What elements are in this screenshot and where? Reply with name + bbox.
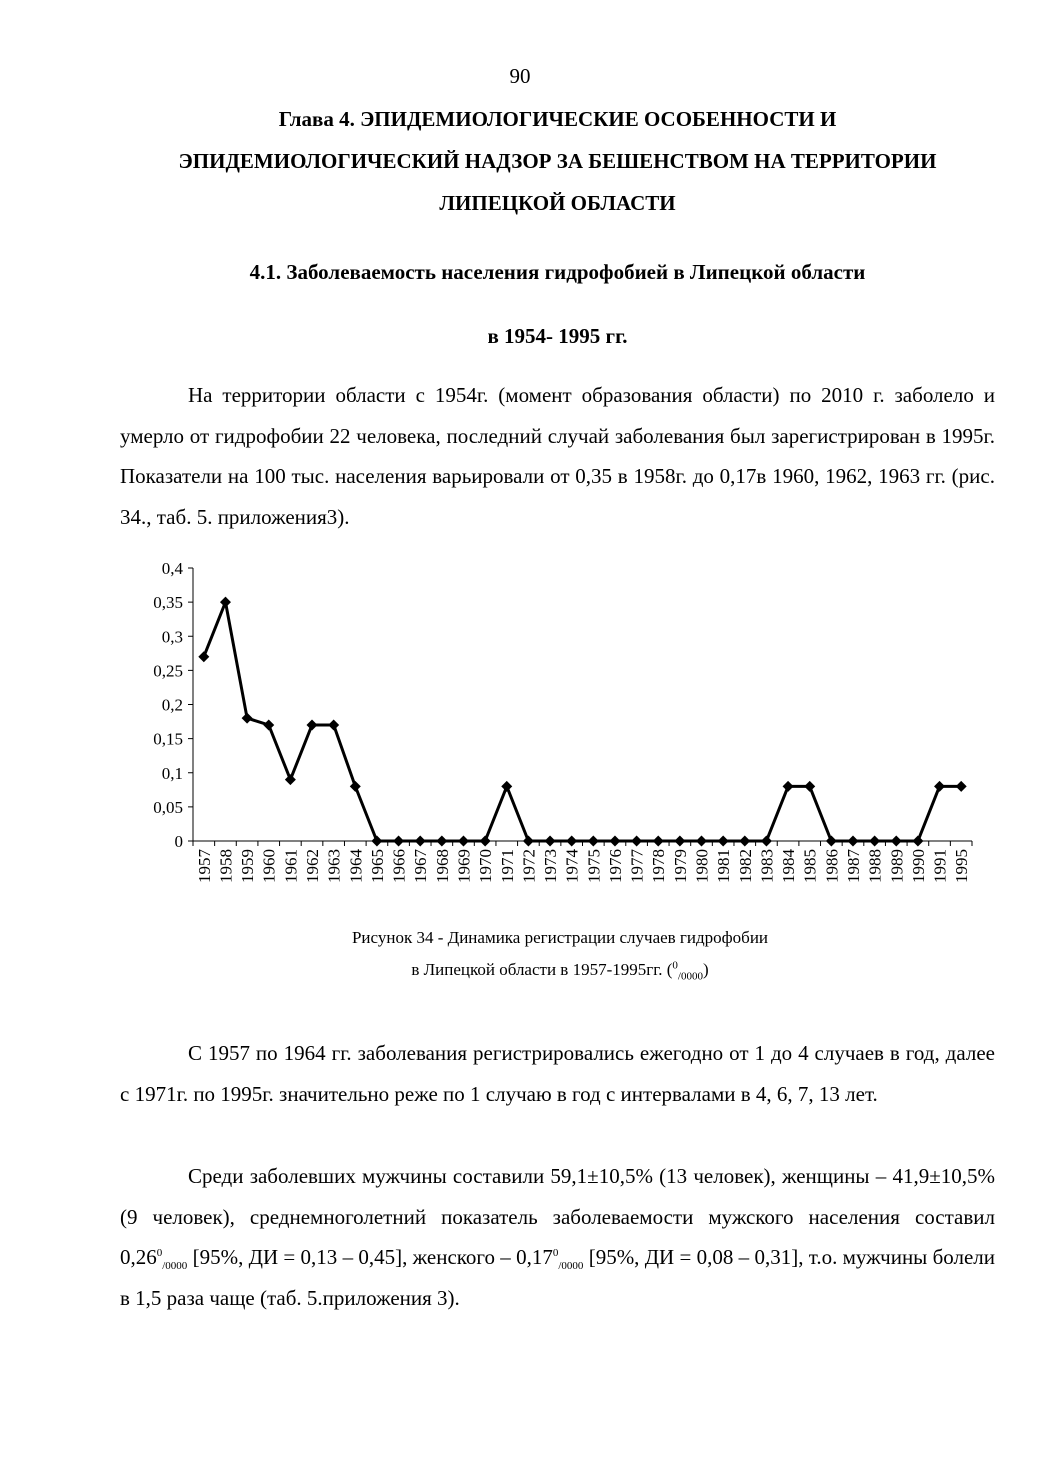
data-point-marker	[263, 719, 274, 730]
x-tick-label: 1974	[562, 849, 582, 883]
x-tick-label: 1978	[649, 849, 669, 883]
page-number: 90	[509, 64, 531, 88]
paragraph-case-dynamics: С 1957 по 1964 гг. заболевания регистрировались ежегодно от 1 до 4 случаев в год, далее с 1971г. по 1995г. значительно реже по 1 случаю в год с интервалами в 4, 6, 7, 13 лет.	[120, 1041, 995, 1106]
data-point-marker	[350, 781, 361, 792]
x-tick-label: 1964	[346, 849, 366, 883]
caption-sub: /0000	[677, 970, 703, 983]
x-tick-label: 1977	[627, 849, 647, 883]
chapter-title: Глава 4. ЭПИДЕМИОЛОГИЧЕСКИЕ ОСОБЕННОСТИ И ЭПИДЕМИОЛОГИЧЕСКИЙ НАДЗОР ЗА БЕШЕНСТВОМ НА ТЕРРИТОРИИ ЛИПЕЦКОЙ ОБЛАСТИ	[178, 107, 937, 215]
data-point-marker	[674, 836, 685, 847]
y-tick-label: 0,25	[153, 661, 183, 681]
data-point-marker	[566, 836, 577, 847]
data-point-marker	[869, 836, 880, 847]
data-point-marker	[826, 836, 837, 847]
y-tick-label: 0,35	[153, 593, 183, 613]
data-point-marker	[415, 836, 426, 847]
x-tick-label: 1968	[432, 849, 452, 883]
x-tick-label: 1962	[303, 849, 323, 883]
data-point-marker	[609, 836, 620, 847]
para3-sup-2: 0	[552, 1247, 559, 1259]
x-tick-label: 1990	[908, 849, 928, 883]
data-point-marker	[631, 836, 642, 847]
y-tick-label: 0,05	[153, 797, 183, 817]
x-tick-label: 1987	[843, 849, 863, 883]
data-point-marker	[523, 836, 534, 847]
data-point-marker	[912, 836, 923, 847]
x-tick-label: 1988	[865, 849, 885, 883]
data-point-marker	[436, 836, 447, 847]
data-point-marker	[393, 836, 404, 847]
data-point-marker	[371, 836, 382, 847]
data-point-marker	[847, 836, 858, 847]
caption-line-1: Рисунок 34 - Динамика регистрации случаев гидрофобии	[351, 928, 769, 947]
x-tick-label: 1989	[887, 849, 907, 883]
data-point-marker	[761, 836, 772, 847]
caption-sup: 0	[672, 959, 678, 972]
y-tick-label: 0,4	[161, 559, 183, 578]
data-point-marker	[198, 651, 209, 662]
x-tick-label: 1985	[800, 849, 820, 883]
data-point-marker	[891, 836, 902, 847]
data-point-marker	[696, 836, 707, 847]
data-point-marker	[545, 836, 556, 847]
x-tick-label: 1966	[389, 849, 409, 883]
x-tick-label: 1969	[454, 849, 474, 883]
data-point-marker	[653, 836, 664, 847]
x-tick-label: 1981	[714, 849, 734, 883]
para3-text-a: Среди заболевших мужчины составили 59,1±10,5% (13 человек), женщины – 41,9±10,5% (9 человек), среднемноголетний показатель заболеваемости мужского населения составил 0,26	[120, 1164, 995, 1269]
x-tick-label: 1982	[735, 849, 755, 883]
x-tick-label: 1984	[779, 849, 799, 883]
paragraph-gender	[120, 1156, 995, 1318]
x-tick-label: 1972	[519, 849, 539, 883]
x-tick-label: 1976	[605, 849, 625, 883]
data-point-marker	[956, 781, 967, 792]
y-tick-label: 0,3	[161, 627, 183, 647]
x-tick-label: 1959	[238, 849, 258, 883]
x-tick-label: 1965	[367, 849, 387, 883]
data-point-marker	[242, 713, 253, 724]
x-tick-label: 1957	[194, 849, 214, 883]
caption-text-a: в Липецкой области в 1957-1995гг. (	[411, 960, 673, 979]
x-tick-label: 1971	[497, 849, 517, 883]
caption-line-2	[230, 954, 890, 986]
para3-sup-1: 0	[156, 1247, 163, 1259]
data-point-marker	[783, 781, 794, 792]
data-point-marker	[588, 836, 599, 847]
x-tick-label: 1983	[757, 849, 777, 883]
x-tick-label: 1960	[259, 849, 279, 883]
data-point-marker	[285, 774, 296, 785]
section-years: в 1954- 1995 гг.	[487, 324, 628, 348]
para3-sub-2: /0000	[558, 1260, 584, 1273]
y-tick-label: 0,15	[153, 729, 183, 749]
data-point-marker	[480, 836, 491, 847]
x-tick-label: 1958	[216, 849, 236, 883]
data-point-marker	[934, 781, 945, 792]
data-point-marker	[718, 836, 729, 847]
data-point-marker	[804, 781, 815, 792]
data-point-marker	[501, 781, 512, 792]
series-line	[204, 602, 961, 841]
x-tick-label: 1973	[541, 849, 561, 883]
figure-caption	[230, 922, 890, 986]
para3-text-b: [95%, ДИ = 0,13 – 0,45], женского – 0,17	[187, 1245, 553, 1269]
para3-sub-1: /0000	[162, 1260, 188, 1273]
y-tick-label: 0	[174, 832, 183, 851]
data-point-marker	[458, 836, 469, 847]
y-tick-label: 0,1	[161, 763, 183, 783]
data-point-marker	[739, 836, 750, 847]
x-tick-label: 1986	[822, 849, 842, 883]
paragraph-intro: На территории области с 1954г. (момент образования области) по 2010 г. заболело и умерло от гидрофобии 22 человека, последний случай заболевания был зарегистрирован в 1995г. Показатели на 100 тыс. населения варьировали от 0,35 в 1958г. до 0,17в 1960, 1962, 1963 гг. (рис. 34., таб. 5. приложения3).	[120, 383, 995, 529]
x-tick-label: 1967	[411, 849, 431, 883]
section-title: 4.1. Заболеваемость населения гидрофобией в Липецкой области	[249, 260, 866, 284]
x-tick-label: 1961	[281, 849, 301, 883]
data-point-marker	[328, 719, 339, 730]
x-tick-label: 1970	[476, 849, 496, 883]
data-point-marker	[220, 597, 231, 608]
x-tick-label: 1975	[584, 849, 604, 883]
para3-text-c: [95%, ДИ = 0,08 – 0,31], т.о. мужчины болели в 1,5 раза чаще (таб. 5.приложения 3).	[120, 1245, 996, 1310]
x-tick-label: 1963	[324, 849, 344, 883]
caption-text-b: )	[702, 960, 709, 979]
x-tick-label: 1979	[670, 849, 690, 883]
data-point-marker	[307, 719, 318, 730]
x-tick-label: 1991	[930, 849, 950, 883]
x-tick-label: 1980	[692, 849, 712, 883]
y-tick-label: 0,2	[161, 695, 183, 715]
x-tick-label: 1995	[952, 849, 972, 883]
